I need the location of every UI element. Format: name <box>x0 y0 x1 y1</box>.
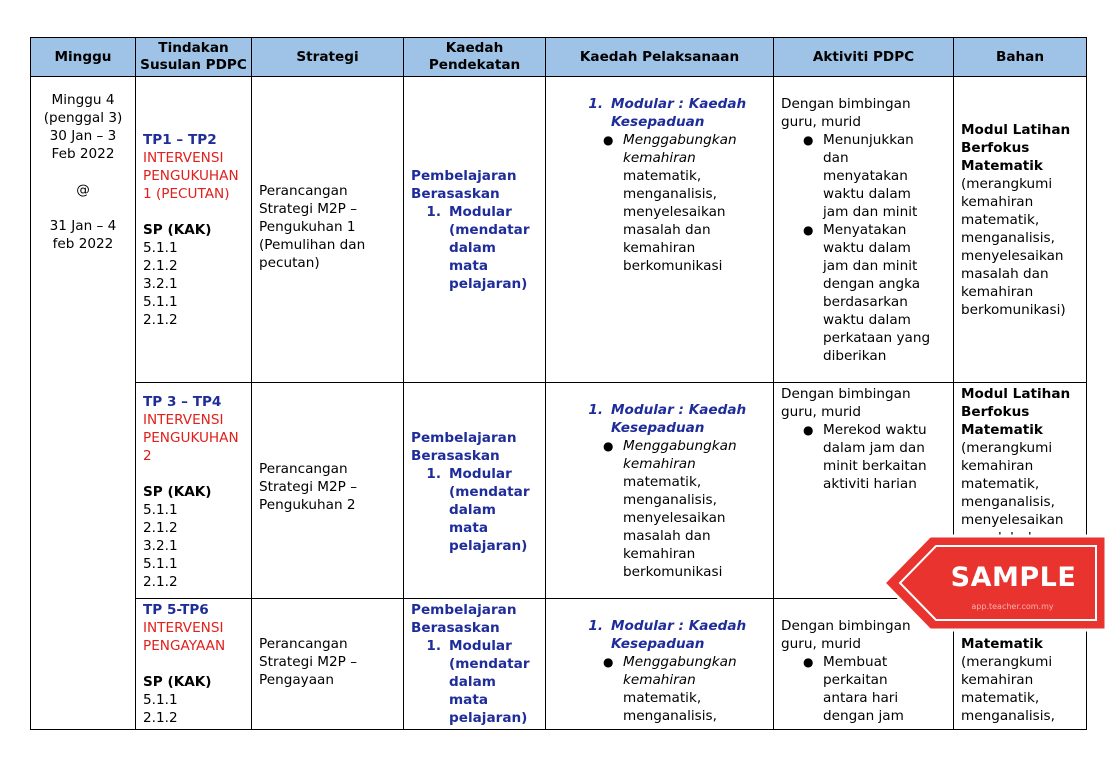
header-minggu: Minggu <box>31 38 136 77</box>
bahan-text: kemahiran <box>961 672 1034 688</box>
aktiviti-text: waktu dalam <box>823 186 911 202</box>
aktiviti-text: Menyatakan <box>823 222 907 238</box>
aktiviti-text: jam dan minit <box>823 258 918 274</box>
bahan-text: kemahiran <box>961 458 1034 474</box>
bahan-title: Berfokus <box>961 140 1030 156</box>
bahan-text: menganalisis, <box>961 494 1055 510</box>
aktiviti-intro: guru, murid <box>781 636 861 652</box>
bahan-text: masalah dan <box>961 266 1049 282</box>
sp-code: 3.2.1 <box>143 538 178 554</box>
list-number: 1. <box>426 638 441 654</box>
pel-bullet-text: matematik, <box>623 168 702 184</box>
kaedah-intro: Pembelajaran <box>411 602 517 618</box>
pel-bullet-text: kemahiran <box>623 456 696 472</box>
table-header-row <box>31 38 1087 77</box>
kaedah-pelaksanaan-cell <box>546 383 774 599</box>
aktiviti-text: minit berkaitan <box>823 458 927 474</box>
tp-label: TP 3 – TP4 <box>143 394 222 410</box>
bahan-cell <box>954 77 1087 383</box>
kaedah-item: mata <box>449 692 489 708</box>
kaedah-item: mata <box>449 258 489 274</box>
bahan-text: menyelesaikan <box>961 512 1064 528</box>
kaedah-intro: Pembelajaran <box>411 168 517 184</box>
pel-bullet-text: masalah dan <box>623 222 711 238</box>
bahan-title: Matematik <box>961 636 1043 652</box>
list-number: 1. <box>426 204 441 220</box>
intervention-line: INTERVENSI <box>143 412 224 428</box>
strategi-line: (Pemulihan dan <box>259 236 366 253</box>
week-line: 30 Jan – 3 <box>49 128 117 144</box>
aktiviti-text: perkaitan <box>823 672 888 688</box>
aktiviti-text: waktu dalam <box>823 240 911 256</box>
pel-bullet-text: menganalisis, <box>623 492 717 508</box>
kaedah-pendekatan-cell <box>404 77 546 383</box>
bullet-icon: ● <box>603 439 614 453</box>
aktiviti-intro: guru, murid <box>781 114 861 130</box>
sp-code: 5.1.1 <box>143 556 178 572</box>
pel-bullet-text: menyelesaikan <box>623 204 726 220</box>
strategi-line: Perancangan <box>259 182 348 199</box>
bullet-icon: ● <box>803 133 814 147</box>
bahan-title: Berfokus <box>961 404 1030 420</box>
kaedah-intro: Berasaskan <box>411 448 500 464</box>
table-row <box>31 77 1087 383</box>
sample-watermark-url: app.teacher.com.my <box>971 602 1054 611</box>
pel-title: Modular : Kaedah <box>611 96 747 112</box>
bahan-text: menganalisis, <box>961 230 1055 246</box>
strategi-line: Perancangan <box>259 636 348 652</box>
week-line: (penggal 3) <box>43 110 123 126</box>
bahan-text: (merangkumi <box>961 440 1053 456</box>
pel-bullet-text: matematik, <box>623 474 702 490</box>
pel-bullet-text: berkomunikasi <box>623 564 723 580</box>
aktiviti-text: Membuat <box>823 654 888 670</box>
pel-title: Kesepaduan <box>611 636 705 652</box>
intervention-line: INTERVENSI <box>143 620 224 636</box>
aktiviti-text: jam dan minit <box>823 204 918 220</box>
bahan-text: matematik, <box>961 476 1040 492</box>
bahan-title: Modul Latihan <box>961 122 1071 138</box>
bahan-title: Modul Latihan <box>961 386 1071 402</box>
strategi-line: Strategi M2P – <box>259 478 357 495</box>
strategi-line: Strategi M2P – <box>259 654 357 670</box>
aktiviti-text: menyatakan <box>823 168 908 184</box>
pel-bullet-text: kemahiran <box>623 672 696 688</box>
strategi-cell <box>252 599 404 730</box>
kaedah-item: pelajaran) <box>449 710 528 726</box>
kaedah-item: (mendatar <box>449 656 530 672</box>
week-line: Feb 2022 <box>51 146 115 162</box>
aktiviti-text: dalam jam dan <box>823 440 925 456</box>
week-line: Minggu 4 <box>51 92 115 108</box>
aktiviti-cell <box>774 77 954 383</box>
pel-title: Kesepaduan <box>611 114 705 130</box>
aktiviti-text: aktiviti harian <box>823 476 917 492</box>
intervention-line: INTERVENSI <box>143 150 224 166</box>
kaedah-item: Modular <box>449 638 512 654</box>
week-line: 31 Jan – 4 <box>49 218 117 234</box>
intervention-line: 1 (PECUTAN) <box>143 186 230 202</box>
bahan-text: matematik, <box>961 212 1040 228</box>
kaedah-item: mata <box>449 520 489 536</box>
sp-label: SP (KAK) <box>143 484 212 500</box>
tindakan-cell <box>136 599 252 730</box>
aktiviti-text: antara hari <box>823 690 899 706</box>
strategi-line: Perancangan <box>259 460 348 477</box>
strategi-line: Strategi M2P – <box>259 200 357 217</box>
strategi-line: pecutan) <box>259 254 320 271</box>
tp-label: TP1 – TP2 <box>143 132 217 148</box>
header-bahan: Bahan <box>954 38 1087 77</box>
kaedah-pelaksanaan-cell <box>546 599 774 730</box>
bullet-icon: ● <box>803 423 814 437</box>
sp-code: 2.1.2 <box>143 520 178 536</box>
bahan-text: berkomunikasi) <box>961 302 1066 318</box>
aktiviti-text: Menunjukkan <box>823 132 914 148</box>
sp-code: 3.2.1 <box>143 276 178 292</box>
pel-bullet-text: matematik, <box>623 690 702 706</box>
bahan-text: menyelesaikan <box>961 248 1064 264</box>
pel-bullet-text: menganalisis, <box>623 708 717 724</box>
bahan-text: kemahiran <box>961 194 1034 210</box>
kaedah-pelaksanaan-cell <box>546 77 774 383</box>
kaedah-item: (mendatar <box>449 484 530 500</box>
pel-bullet-text: Menggabungkan <box>623 438 737 454</box>
intervention-line: PENGUKUHAN <box>143 168 239 184</box>
kaedah-intro: Berasaskan <box>411 186 500 202</box>
list-number: 1. <box>588 618 603 634</box>
aktiviti-intro: Dengan bimbingan <box>781 386 911 402</box>
pel-title: Modular : Kaedah <box>611 618 747 634</box>
pel-bullet-text: menganalisis, <box>623 186 717 202</box>
bahan-text: (merangkumi <box>961 654 1053 670</box>
aktiviti-intro: Dengan bimbingan <box>781 96 911 112</box>
week-line: feb 2022 <box>52 236 114 252</box>
aktiviti-text: waktu dalam <box>823 312 911 328</box>
header-kaedah-pendekatan: Kaedah Pendekatan <box>404 38 546 77</box>
kaedah-item: pelajaran) <box>449 276 528 292</box>
pel-bullet-text: Menggabungkan <box>623 654 737 670</box>
pel-title: Modular : Kaedah <box>611 402 747 418</box>
kaedah-pendekatan-cell <box>404 599 546 730</box>
pel-bullet-text: kemahiran <box>623 150 696 166</box>
pel-bullet-text: kemahiran <box>623 240 696 256</box>
sp-code: 2.1.2 <box>143 710 178 726</box>
tindakan-cell <box>136 77 252 383</box>
aktiviti-text: Merekod waktu <box>823 422 927 438</box>
sp-code: 5.1.1 <box>143 692 178 708</box>
aktiviti-text: dengan jam <box>823 708 904 724</box>
aktiviti-text: dengan angka <box>823 276 921 292</box>
tp-label: TP 5-TP6 <box>143 602 209 618</box>
tindakan-cell <box>136 383 252 599</box>
pel-bullet-text: masalah dan <box>623 528 711 544</box>
sp-code: 5.1.1 <box>143 502 178 518</box>
header-strategi: Strategi <box>252 38 404 77</box>
header-aktiviti: Aktiviti PDPC <box>774 38 954 77</box>
kaedah-intro: Pembelajaran <box>411 430 517 446</box>
aktiviti-text: dan <box>823 150 849 166</box>
kaedah-item: Modular <box>449 466 512 482</box>
pel-bullet-text: berkomunikasi <box>623 258 723 274</box>
bullet-icon: ● <box>603 655 614 669</box>
sp-code: 5.1.1 <box>143 240 178 256</box>
pel-title: Kesepaduan <box>611 420 705 436</box>
bullet-icon: ● <box>803 223 814 237</box>
kaedah-item: dalam <box>449 502 496 518</box>
intervention-line: 2 <box>143 448 152 464</box>
kaedah-intro: Berasaskan <box>411 620 500 636</box>
aktiviti-text: diberikan <box>823 348 887 364</box>
header-tindakan: Tindakan Susulan PDPC <box>136 38 252 77</box>
bahan-text: kemahiran <box>961 284 1034 300</box>
bullet-icon: ● <box>603 133 614 147</box>
sp-label: SP (KAK) <box>143 222 212 238</box>
aktiviti-text: berdasarkan <box>823 294 908 310</box>
pel-bullet-text: menyelesaikan <box>623 510 726 526</box>
bahan-text: menganalisis, <box>961 708 1055 724</box>
sp-code: 2.1.2 <box>143 574 178 590</box>
strategi-cell <box>252 383 404 599</box>
bahan-text: matematik, <box>961 690 1040 706</box>
kaedah-item: (mendatar <box>449 222 530 238</box>
pel-bullet-text: Menggabungkan <box>623 132 737 148</box>
strategi-line: Pengukuhan 2 <box>259 496 356 513</box>
kaedah-item: Modular <box>449 204 512 220</box>
bullet-icon: ● <box>803 655 814 669</box>
intervention-line: PENGAYAAN <box>143 638 226 654</box>
intervention-line: PENGUKUHAN <box>143 430 239 446</box>
aktiviti-intro: Dengan bimbingan <box>781 618 911 634</box>
sp-code: 5.1.1 <box>143 294 178 310</box>
kaedah-item: dalam <box>449 674 496 690</box>
bahan-title: Matematik <box>961 422 1043 438</box>
aktiviti-text: perkataan yang <box>823 330 931 346</box>
strategi-cell <box>252 77 404 383</box>
strategi-line: Pengayaan <box>259 672 334 688</box>
kaedah-item: dalam <box>449 240 496 256</box>
list-number: 1. <box>588 96 603 112</box>
header-kaedah-pelaksanaan: Kaedah Pelaksanaan <box>546 38 774 77</box>
bahan-text: (merangkumi <box>961 176 1053 192</box>
week-cell <box>31 77 136 730</box>
sample-watermark-text: SAMPLE <box>950 562 1077 593</box>
sp-label: SP (KAK) <box>143 674 212 690</box>
pel-bullet-text: kemahiran <box>623 546 696 562</box>
sp-code: 2.1.2 <box>143 312 178 328</box>
kaedah-pendekatan-cell <box>404 383 546 599</box>
kaedah-item: pelajaran) <box>449 538 528 554</box>
strategi-line: Pengukuhan 1 <box>259 218 356 235</box>
bahan-title: Matematik <box>961 158 1043 174</box>
sp-code: 2.1.2 <box>143 258 178 274</box>
list-number: 1. <box>426 466 441 482</box>
list-number: 1. <box>588 402 603 418</box>
aktiviti-intro: guru, murid <box>781 404 861 420</box>
week-separator: @ <box>76 182 90 198</box>
